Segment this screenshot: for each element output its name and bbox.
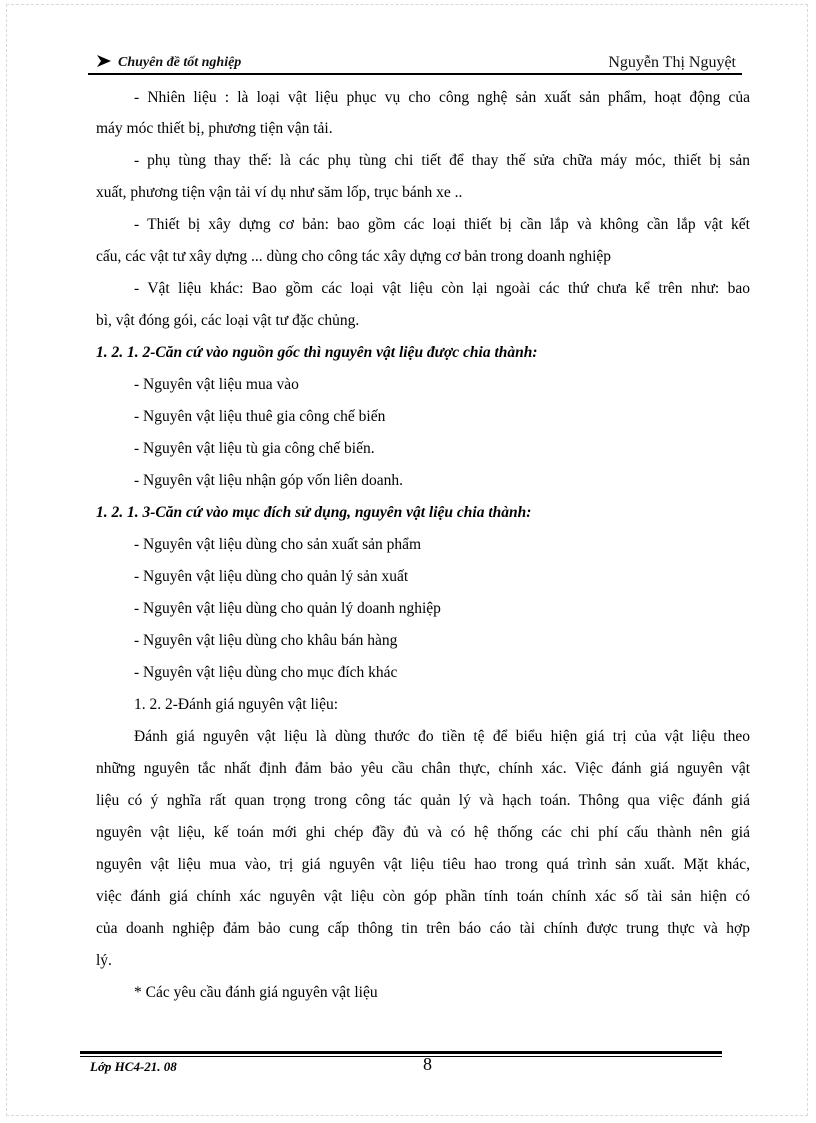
- page-number: 8: [423, 1054, 432, 1074]
- page-header: [96, 52, 742, 74]
- list-item: - Nguyên vật liệu thuê gia công chế biến: [134, 408, 386, 425]
- section-heading: 1. 2. 1. 3-Căn cứ vào mục đích sử dụng, nguyên vật liệu chia thành:: [96, 504, 532, 521]
- footer-rule-thin: [80, 1056, 722, 1057]
- body-line: nguyên vật liệu, kế toán mới ghi chép đầy đủ và có hệ thống các chi phí cấu thành nên giá: [96, 824, 750, 841]
- body-line: Đánh giá nguyên vật liệu là dùng thước đo tiền tệ để biểu hiện giá trị của vật liệu theo: [134, 728, 750, 745]
- footer-rule: [80, 1051, 722, 1054]
- body-line: cấu, các vật tư xây dựng ... dùng cho công tác xây dựng cơ bản trong doanh nghiệp: [96, 248, 612, 265]
- body-line: - Vật liệu khác: Bao gồm các loại vật liệu còn lại ngoài các thứ chưa kể trên như: bao: [134, 280, 750, 297]
- list-item: - Nguyên vật liệu dùng cho khâu bán hàng: [134, 632, 398, 649]
- list-item: - Nguyên vật liệu dùng cho quản lý sản xuất: [134, 568, 409, 585]
- body-line: - Thiết bị xây dựng cơ bản: bao gồm các loại thiết bị cần lắp và không cần lắp vật kết: [134, 216, 750, 233]
- list-item: - Nguyên vật liệu mua vào: [134, 376, 299, 393]
- body-line: xuất, phương tiện vận tải ví dụ như săm lốp, trục bánh xe ..: [96, 184, 463, 201]
- body-line: - phụ tùng thay thế: là các phụ tùng chi tiết để thay thế sửa chữa máy móc, thiết bị sản: [134, 152, 750, 169]
- header-author: Nguyễn Thị Nguyệt: [608, 54, 736, 71]
- body-line: máy móc thiết bị, phương tiện vận tải.: [96, 120, 333, 137]
- body-line: lý.: [96, 952, 112, 969]
- header-left: [96, 54, 241, 71]
- body-line: liệu có ý nghĩa rất quan trọng trong công tác quản lý và hạch toán. Thông qua việc đánh giá: [96, 792, 750, 809]
- list-item: - Nguyên vật liệu dùng cho quản lý doanh nghiệp: [134, 600, 441, 617]
- body-line: - Nhiên liệu : là loại vật liệu phục vụ cho công nghệ sản xuất sản phẩm, hoạt động của: [134, 89, 750, 106]
- section-heading: 1. 2. 1. 2-Căn cứ vào nguồn gốc thì nguyên vật liệu được chia thành:: [96, 344, 538, 361]
- list-item: - Nguyên vật liệu nhận góp vốn liên doanh.: [134, 472, 404, 489]
- footer-class: Lớp HC4-21. 08: [90, 1059, 177, 1074]
- list-item: - Nguyên vật liệu tù gia công chế biến.: [134, 440, 375, 457]
- body-line: những nguyên tắc nhất định đảm bảo yêu cầu chân thực, chính xác. Việc đánh giá nguyên vật: [96, 760, 750, 777]
- body-line: của doanh nghiệp đảm bảo cung cấp thông tin trên báo cáo tài chính được trung thực và hợp: [96, 920, 750, 937]
- body-line: việc đánh giá chính xác nguyên vật liệu còn góp phần tính toán chính xác số tài sản hiện có: [96, 888, 750, 905]
- list-item: - Nguyên vật liệu dùng cho mục đích khác: [134, 664, 398, 681]
- header-rule: [88, 73, 742, 75]
- header-title: Chuyên đề tốt nghiệp: [118, 55, 242, 70]
- body-line: bì, vật đóng gói, các loại vật tư đặc chủng.: [96, 312, 360, 329]
- subsection-heading: 1. 2. 2-Đánh giá nguyên vật liệu:: [134, 696, 339, 713]
- list-item: - Nguyên vật liệu dùng cho sản xuất sản phẩm: [134, 536, 422, 553]
- arrow-bullet-icon: [96, 54, 112, 68]
- body-line: * Các yêu cầu đánh giá nguyên vật liệu: [134, 984, 378, 1001]
- body-line: nguyên vật liệu mua vào, trị giá nguyên vật liệu tiêu hao trong quá trình sản xuất. Mặt khác,: [96, 856, 750, 873]
